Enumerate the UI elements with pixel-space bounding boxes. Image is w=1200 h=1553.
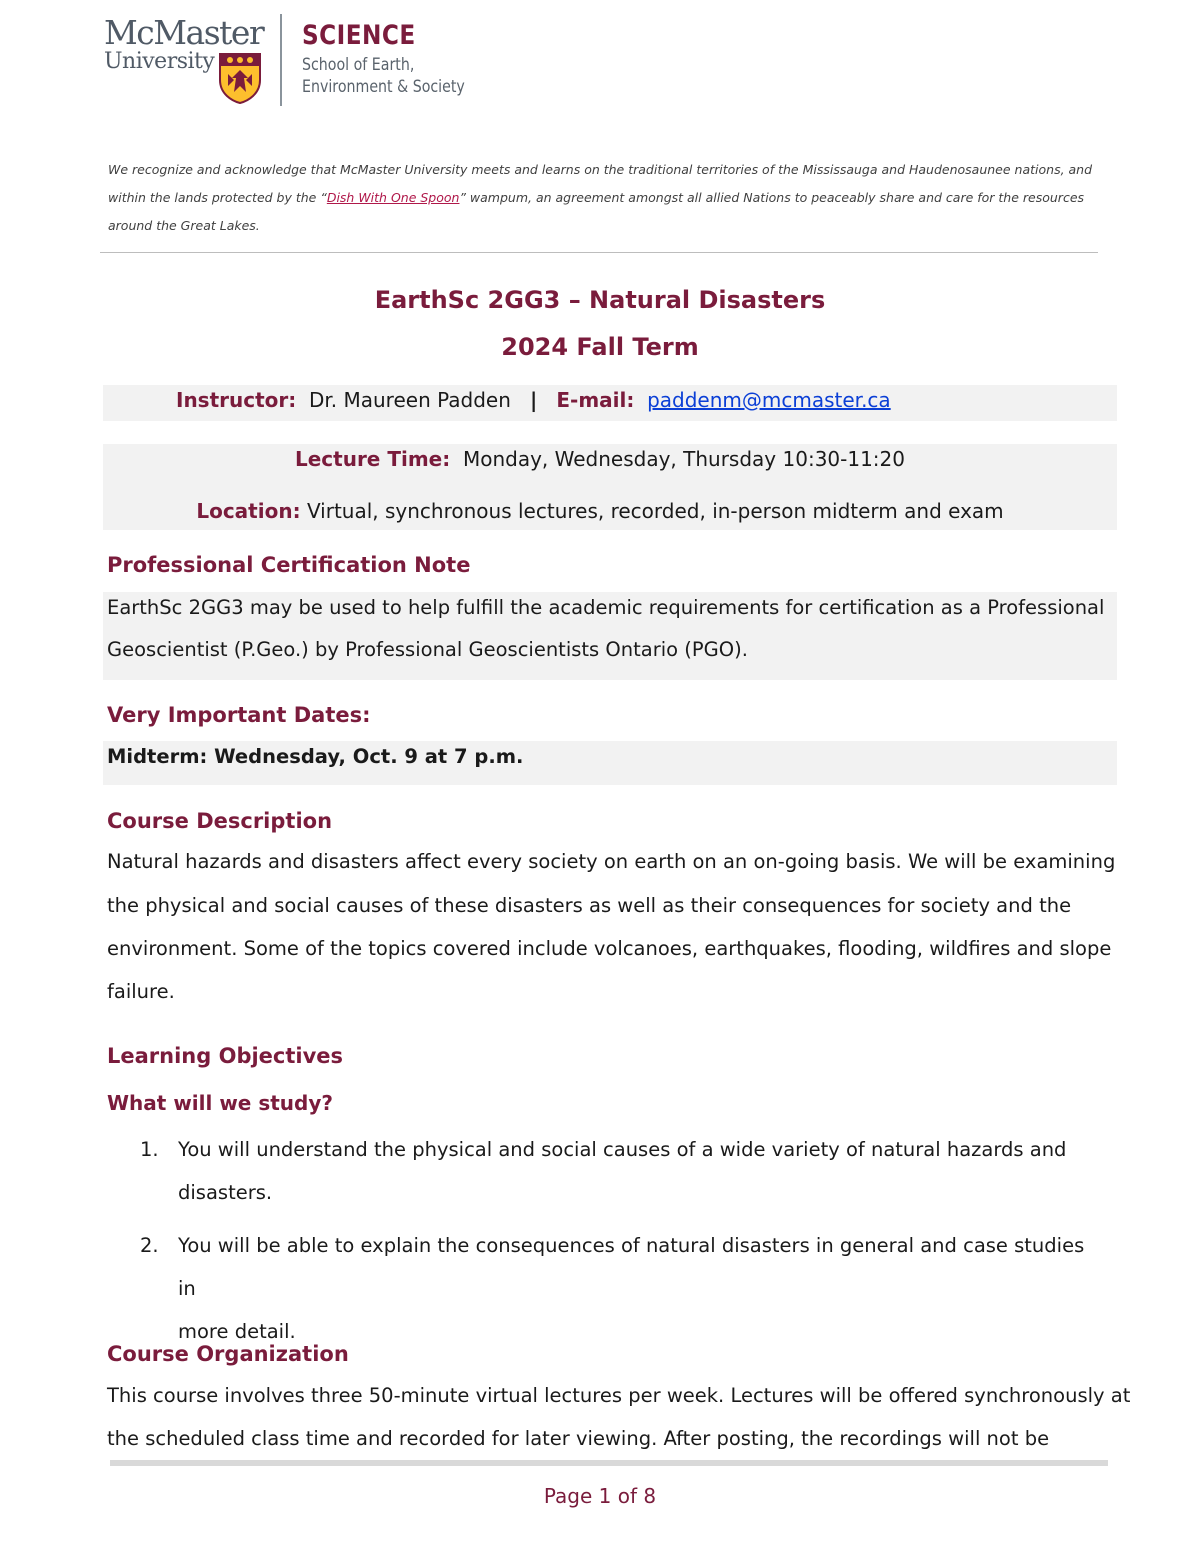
organization-line-2: the scheduled class time and recorded for later viewing. After posting, the recordings will not be <box>107 1427 1050 1450</box>
list-item-line: disasters. <box>178 1181 273 1204</box>
university-name-line1: McMaster <box>104 13 264 52</box>
lecture-time-label: Lecture Time: <box>294 447 451 471</box>
description-line-4: failure. <box>107 980 175 1003</box>
description-line-3: environment. Some of the topics covered include volcanoes, earthquakes, flooding, wildfires and slope <box>107 937 1112 960</box>
objectives-list <box>140 1128 1100 1353</box>
list-item-line: more detail. <box>178 1320 296 1343</box>
land-ack-text-end: ” wampum, an agreement amongst all allied Nations to peaceably share and care for the resources around the Great Lakes. <box>108 190 1085 233</box>
land-ack-text-start: We recognize and acknowledge that McMaster University meets and learns on the traditional territories of the Mississauga and Haudenosaunee nations, and within the lands protected by the “ <box>108 162 1093 205</box>
course-title: EarthSc 2GG3 – Natural Disasters <box>374 286 826 314</box>
list-item-line: You will understand the physical and social causes of a wide variety of natural hazards and <box>178 1138 1067 1161</box>
footer-divider <box>110 1460 1108 1466</box>
page-number: Page 1 of 8 <box>543 1484 657 1508</box>
header-divider <box>100 252 1098 253</box>
university-name-line2: University <box>104 49 215 74</box>
list-item <box>140 1128 1100 1214</box>
list-item <box>140 1224 1100 1353</box>
description-line-2: the physical and social causes of these disasters as well as their consequences for society and the <box>107 894 1072 917</box>
dish-with-one-spoon-link[interactable]: Dish With One Spoon <box>326 190 460 205</box>
midterm-date: Midterm: Wednesday, Oct. 9 at 7 p.m. <box>107 745 524 768</box>
instructor-separator: | <box>529 388 538 412</box>
course-organization-heading: Course Organization <box>107 1342 349 1366</box>
instructor-email-link[interactable]: paddenm@mcmaster.ca <box>647 388 891 412</box>
location-label: Location: <box>196 499 301 523</box>
instructor-label: Instructor: <box>176 388 297 412</box>
study-subheading: What will we study? <box>107 1091 333 1115</box>
important-dates-heading: Very Important Dates: <box>107 703 371 727</box>
land-acknowledgement <box>108 156 1108 240</box>
mcmaster-logo <box>104 14 484 110</box>
certification-line-1: EarthSc 2GG3 may be used to help fulfill the academic requirements for certification as a Professional <box>107 596 1105 619</box>
mcmaster-crest-icon <box>218 52 262 104</box>
course-term: 2024 Fall Term <box>501 333 699 361</box>
lecture-time-line <box>0 447 1200 471</box>
faculty-name: SCIENCE <box>302 20 416 51</box>
list-item-line: You will be able to explain the consequences of natural disasters in general and case studies in <box>178 1234 1085 1300</box>
certification-line-2: Geoscientist (P.Geo.) by Professional Geoscientists Ontario (PGO). <box>107 638 748 661</box>
organization-line-1: This course involves three 50-minute virtual lectures per week. Lectures will be offered synchronously at <box>107 1384 1131 1407</box>
school-name <box>302 54 465 98</box>
learning-objectives-heading: Learning Objectives <box>107 1044 344 1068</box>
location-value: Virtual, synchronous lectures, recorded, in-person midterm and exam <box>306 499 1004 523</box>
description-line-1: Natural hazards and disasters affect every society on earth on an on-going basis. We will be examining <box>107 850 1116 873</box>
email-label: E-mail: <box>556 388 635 412</box>
certification-heading: Professional Certification Note <box>107 553 471 577</box>
instructor-line <box>176 388 891 412</box>
school-name-line2: Environment & Society <box>302 77 465 96</box>
school-name-line1: School of Earth, <box>302 55 415 74</box>
course-description-heading: Course Description <box>107 809 333 833</box>
instructor-name: Dr. Maureen Padden <box>308 388 511 412</box>
lecture-time-value: Monday, Wednesday, Thursday 10:30-11:20 <box>462 447 905 471</box>
logo-divider <box>280 14 282 106</box>
list-item-number: 2. <box>140 1234 159 1257</box>
location-line <box>0 499 1200 523</box>
list-item-number: 1. <box>140 1138 159 1161</box>
